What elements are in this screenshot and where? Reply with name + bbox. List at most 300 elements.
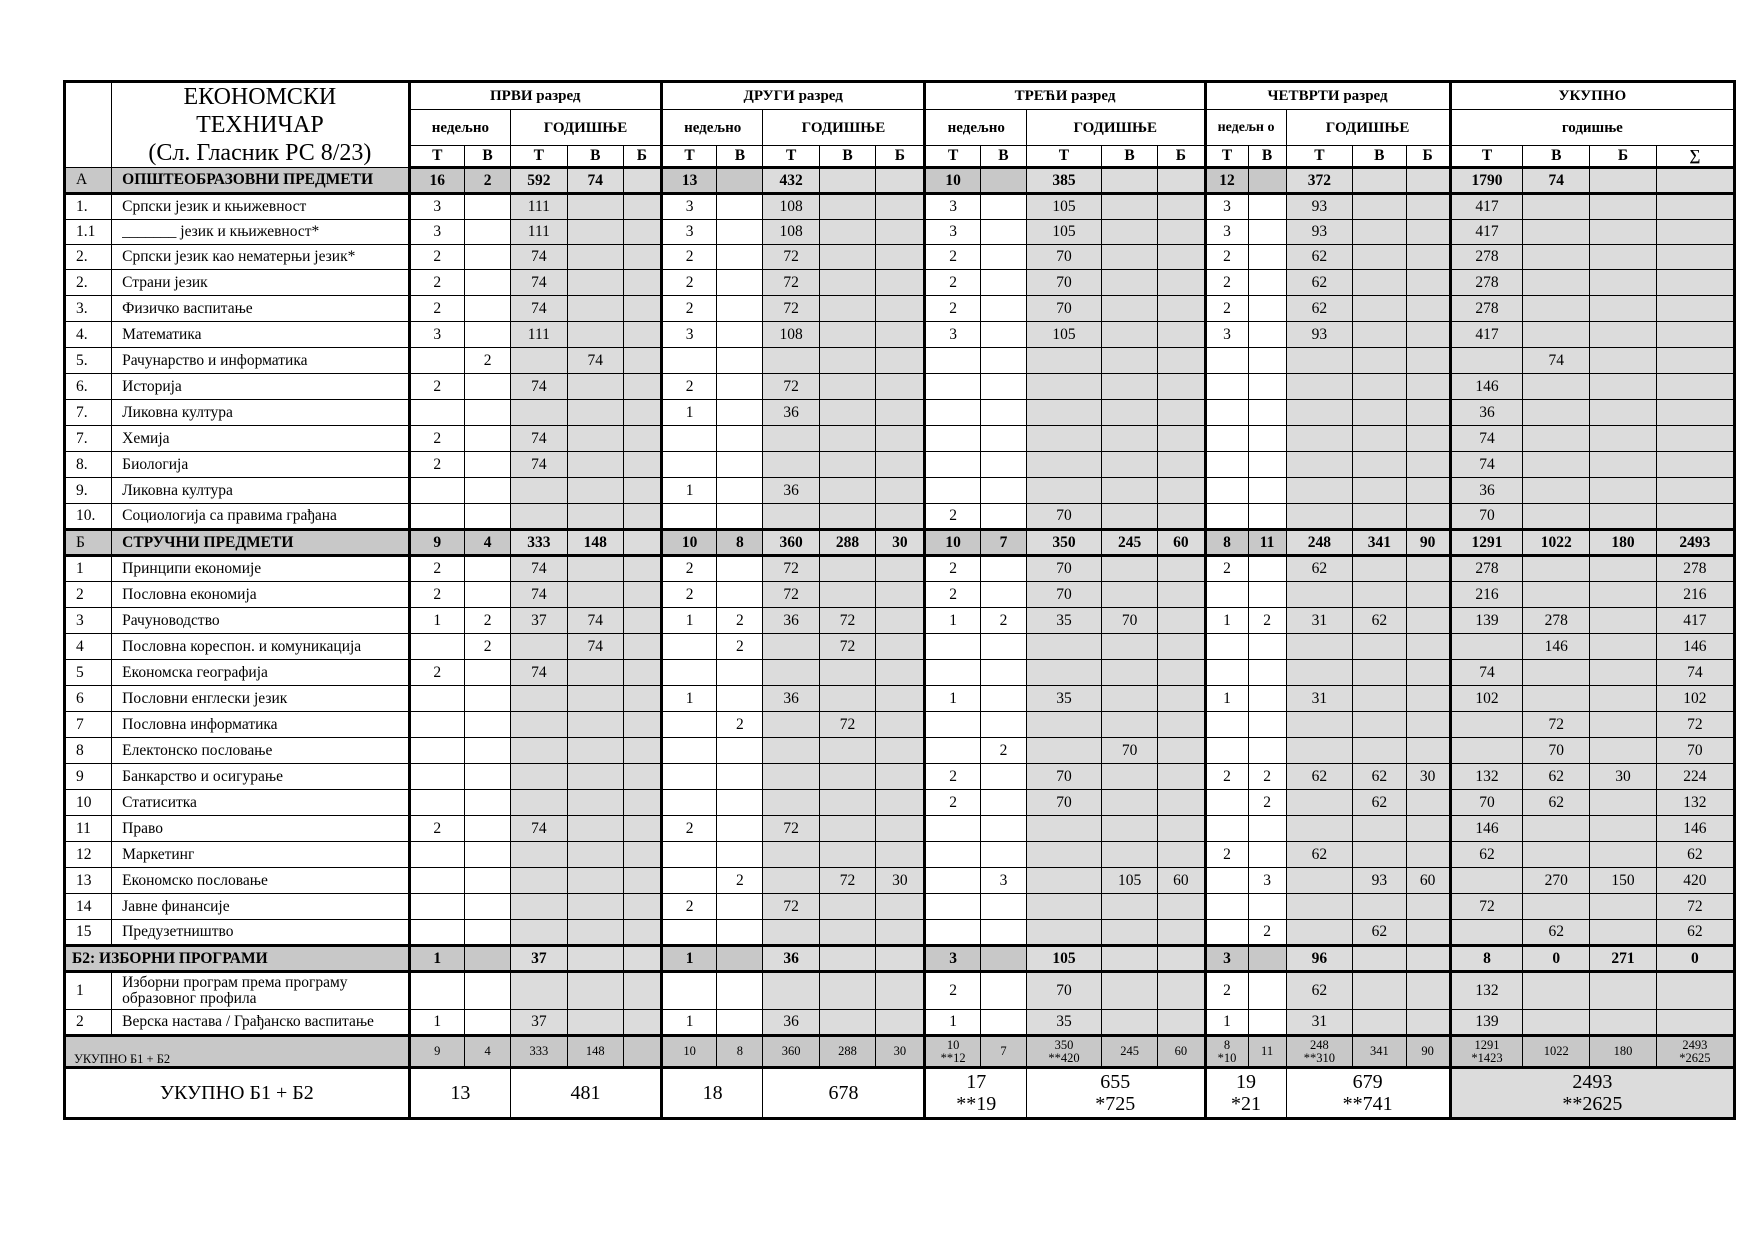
- cell: [819, 738, 875, 764]
- cell: [1158, 634, 1205, 660]
- subject-row: [65, 738, 1735, 764]
- final-g2-annual-line: 678: [828, 1082, 859, 1104]
- cell: [567, 245, 623, 270]
- subject-row: [65, 194, 1735, 220]
- cell: [819, 400, 875, 426]
- subject-name: Ликовна култура: [112, 400, 409, 426]
- cell: 74: [1656, 660, 1734, 686]
- cell: [819, 374, 875, 400]
- cell: [980, 374, 1026, 400]
- cell: [1590, 738, 1657, 764]
- cell: [819, 920, 875, 946]
- cell: [925, 738, 980, 764]
- cell: [1523, 400, 1590, 426]
- cell: 150: [1590, 868, 1657, 894]
- cell: [1406, 400, 1450, 426]
- cell: 420: [1656, 868, 1734, 894]
- cell: 278: [1450, 556, 1523, 582]
- cell: 0: [1523, 946, 1590, 972]
- cell: [623, 426, 661, 452]
- cell: 3: [925, 220, 980, 245]
- cell: [623, 194, 661, 220]
- cell: [1406, 168, 1450, 194]
- cell: [661, 634, 716, 660]
- subject-name: Физичко васпитање: [112, 296, 409, 322]
- cell: [1158, 426, 1205, 452]
- cell: [1286, 790, 1353, 816]
- cell: 278: [1450, 296, 1523, 322]
- total-small-value: 350: [1054, 1037, 1074, 1052]
- subject-row: [65, 920, 1735, 946]
- cell: [567, 816, 623, 842]
- cell: [1353, 556, 1406, 582]
- cell: [1248, 168, 1286, 194]
- cell: 72: [763, 556, 819, 582]
- cell: [1590, 790, 1657, 816]
- cell: 2: [409, 582, 464, 608]
- cell: [464, 426, 510, 452]
- cell: [623, 738, 661, 764]
- cell: [980, 946, 1026, 972]
- cell: [980, 972, 1026, 1010]
- cell: [717, 296, 763, 322]
- cell: [1286, 920, 1353, 946]
- col-type-v: В: [1353, 146, 1406, 168]
- cell: [876, 946, 925, 972]
- cell: 72: [1656, 712, 1734, 738]
- total-small-extra: **420: [1048, 1050, 1080, 1065]
- cell: 2: [925, 764, 980, 790]
- total-small-value: 10: [946, 1037, 960, 1052]
- cell: 417: [1450, 194, 1523, 220]
- cell: [1205, 816, 1248, 842]
- section-row-b2: [65, 946, 1735, 972]
- cell: [980, 194, 1026, 220]
- cell: [819, 270, 875, 296]
- cell: [567, 660, 623, 686]
- col-type-b: Б: [1590, 146, 1657, 168]
- cell: [819, 660, 875, 686]
- cell: [1101, 582, 1157, 608]
- cell: [1406, 920, 1450, 946]
- cell: [1158, 764, 1205, 790]
- cell: 62: [1353, 920, 1406, 946]
- cell: 4: [464, 530, 510, 556]
- cell: 30: [1406, 764, 1450, 790]
- cell: 72: [763, 894, 819, 920]
- cell: [980, 634, 1026, 660]
- cell: [819, 220, 875, 245]
- cell: [1590, 894, 1657, 920]
- cell: 248: [1286, 530, 1353, 556]
- cell: [623, 556, 661, 582]
- total-small-cell: [409, 1036, 464, 1068]
- cell: [1286, 348, 1353, 374]
- cell: [819, 1010, 875, 1036]
- subject-name: Страни језик: [112, 270, 409, 296]
- cell: 62: [1286, 764, 1353, 790]
- col-type-v: В: [717, 146, 763, 168]
- cell: [1101, 400, 1157, 426]
- cell: [1248, 556, 1286, 582]
- cell: 2: [409, 452, 464, 478]
- cell: 37: [511, 1010, 567, 1036]
- subject-number: 2.: [65, 270, 112, 296]
- cell: [1406, 194, 1450, 220]
- cell: 62: [1353, 790, 1406, 816]
- cell: [567, 790, 623, 816]
- cell: [717, 270, 763, 296]
- cell: [661, 920, 716, 946]
- cell: 146: [1450, 816, 1523, 842]
- cell: [1248, 686, 1286, 712]
- cell: 1: [661, 1010, 716, 1036]
- cell: [567, 322, 623, 348]
- cell: 385: [1027, 168, 1102, 194]
- cell: [464, 220, 510, 245]
- cell: [1027, 452, 1102, 478]
- cell: [1158, 348, 1205, 374]
- cell: 3: [1248, 868, 1286, 894]
- cell: [623, 322, 661, 348]
- cell: [409, 712, 464, 738]
- total-small-cell: [1406, 1036, 1450, 1068]
- cell: [980, 660, 1026, 686]
- total-small-cell: [1523, 1036, 1590, 1068]
- cell: 360: [763, 530, 819, 556]
- cell: 1: [409, 1010, 464, 1036]
- cell: 36: [763, 478, 819, 504]
- cell: [717, 972, 763, 1010]
- cell: [1248, 194, 1286, 220]
- cell: [717, 946, 763, 972]
- cell: 2: [717, 712, 763, 738]
- cell: [1656, 426, 1734, 452]
- cell: [567, 194, 623, 220]
- cell: [1205, 504, 1248, 530]
- cell: 36: [763, 946, 819, 972]
- subject-number: 1: [65, 556, 112, 582]
- cell: 74: [567, 348, 623, 374]
- cell: [876, 738, 925, 764]
- total-small-cell: [1101, 1036, 1157, 1068]
- cell: [1101, 322, 1157, 348]
- final-g4-annual: [1286, 1068, 1450, 1119]
- cell: 62: [1353, 764, 1406, 790]
- cell: 2: [925, 504, 980, 530]
- subject-number: 11: [65, 816, 112, 842]
- total-small-cell: [1286, 1036, 1353, 1068]
- cell: 2: [661, 894, 716, 920]
- cell: [876, 842, 925, 868]
- final-g1-weekly: [409, 1068, 511, 1119]
- cell: [1248, 738, 1286, 764]
- cell: [409, 842, 464, 868]
- cell: [623, 1010, 661, 1036]
- cell: 592: [511, 168, 567, 194]
- subject-name: Историја: [112, 374, 409, 400]
- total-small-cell: [980, 1036, 1026, 1068]
- cell: [1590, 374, 1657, 400]
- cell: 2: [1248, 920, 1286, 946]
- subject-number: 2.: [65, 245, 112, 270]
- cell: [1248, 245, 1286, 270]
- cell: [763, 790, 819, 816]
- cell: [819, 296, 875, 322]
- cell: [623, 374, 661, 400]
- cell: [876, 296, 925, 322]
- cell: [1205, 374, 1248, 400]
- cell: [1353, 634, 1406, 660]
- cell: 2: [409, 270, 464, 296]
- cell: [1353, 946, 1406, 972]
- cell: [925, 894, 980, 920]
- cell: [925, 868, 980, 894]
- cell: [1286, 738, 1353, 764]
- cell: [1101, 504, 1157, 530]
- cell: 2: [409, 296, 464, 322]
- cell: [1158, 168, 1205, 194]
- cell: [1248, 426, 1286, 452]
- cell: 37: [511, 608, 567, 634]
- cell: 2: [409, 816, 464, 842]
- cell: [511, 920, 567, 946]
- total-small-value: 288: [838, 1044, 857, 1058]
- cell: 70: [1027, 245, 1102, 270]
- subject-number: 4: [65, 634, 112, 660]
- cell: [1158, 816, 1205, 842]
- cell: [1158, 894, 1205, 920]
- total-small-value: 9: [434, 1044, 441, 1058]
- cell: [819, 504, 875, 530]
- cell: [661, 764, 716, 790]
- subject-name: [112, 972, 409, 1010]
- cell: 2: [464, 168, 510, 194]
- cell: [1158, 478, 1205, 504]
- cell: [464, 764, 510, 790]
- final-total-line: 2493: [1572, 1071, 1613, 1093]
- cell: [876, 504, 925, 530]
- cell: 62: [1523, 764, 1590, 790]
- subject-name: Предузетништво: [112, 920, 409, 946]
- cell: [464, 322, 510, 348]
- cell: [717, 478, 763, 504]
- cell: 3: [925, 322, 980, 348]
- final-g1-annual: [511, 1068, 662, 1119]
- total-small-cell: [1353, 1036, 1406, 1068]
- cell: 90: [1406, 530, 1450, 556]
- cell: 72: [1450, 894, 1523, 920]
- cell: [623, 478, 661, 504]
- cell: [763, 452, 819, 478]
- section-name: ОПШТЕОБРАЗОВНИ ПРЕДМЕТИ: [112, 168, 409, 194]
- cell: [1590, 608, 1657, 634]
- cell: [1656, 400, 1734, 426]
- cell: 105: [1027, 946, 1102, 972]
- total-small-value: 180: [1613, 1044, 1633, 1058]
- total-small-value: 7: [1000, 1044, 1007, 1058]
- cell: 70: [1450, 790, 1523, 816]
- cell: 1: [661, 686, 716, 712]
- col-type-t: Т: [1450, 146, 1523, 168]
- cell: [661, 868, 716, 894]
- cell: 74: [511, 816, 567, 842]
- cell: 70: [1027, 556, 1102, 582]
- cell: 111: [511, 194, 567, 220]
- cell: [1353, 374, 1406, 400]
- total-small-value: 1022: [1543, 1044, 1569, 1058]
- total-small-value: 4: [484, 1044, 491, 1058]
- total-small-value: 148: [585, 1044, 605, 1058]
- cell: [876, 712, 925, 738]
- cell: 1: [925, 1010, 980, 1036]
- cell: 139: [1450, 608, 1523, 634]
- cell: [1027, 660, 1102, 686]
- cell: [717, 738, 763, 764]
- cell: [661, 504, 716, 530]
- subject-number: 10.: [65, 504, 112, 530]
- total-small-cell: [661, 1036, 716, 1068]
- cell: 72: [1656, 894, 1734, 920]
- cell: [1523, 816, 1590, 842]
- g1-annual-header: ГОДИШЊЕ: [511, 110, 662, 146]
- cell: [567, 296, 623, 322]
- g3-weekly-header: недељно: [925, 110, 1027, 146]
- cell: [1158, 920, 1205, 946]
- cell: [1027, 478, 1102, 504]
- cell: 417: [1656, 608, 1734, 634]
- cell: 148: [567, 530, 623, 556]
- final-g4-annual-line: 679: [1352, 1071, 1383, 1093]
- subject-name: Српски језик као нематерњи језик*: [112, 245, 409, 270]
- cell: [1101, 920, 1157, 946]
- cell: 270: [1523, 868, 1590, 894]
- cell: 2: [717, 608, 763, 634]
- cell: 13: [661, 168, 716, 194]
- total-small-cell: [717, 1036, 763, 1068]
- subject-number: 14: [65, 894, 112, 920]
- cell: [1353, 816, 1406, 842]
- cell: [409, 738, 464, 764]
- col-type-t: Т: [1286, 146, 1353, 168]
- cell: [876, 322, 925, 348]
- cell: [1101, 842, 1157, 868]
- cell: [1248, 946, 1286, 972]
- cell: 74: [567, 168, 623, 194]
- cell: [819, 322, 875, 348]
- cell: [464, 504, 510, 530]
- cell: [1353, 194, 1406, 220]
- cell: [623, 816, 661, 842]
- cell: 132: [1450, 764, 1523, 790]
- subject-number: 7.: [65, 426, 112, 452]
- cell: [876, 1010, 925, 1036]
- cell: [876, 478, 925, 504]
- subject-row: [65, 1010, 1735, 1036]
- cell: [1286, 868, 1353, 894]
- cell: [567, 452, 623, 478]
- cell: 16: [409, 168, 464, 194]
- cell: [567, 426, 623, 452]
- cell: 2: [1248, 790, 1286, 816]
- cell: 278: [1450, 270, 1523, 296]
- cell: 60: [1158, 868, 1205, 894]
- cell: 111: [511, 220, 567, 245]
- cell: [819, 946, 875, 972]
- cell: 36: [1450, 478, 1523, 504]
- cell: [1406, 582, 1450, 608]
- cell: [1101, 374, 1157, 400]
- cell: [1406, 894, 1450, 920]
- cell: [464, 556, 510, 582]
- cell: [1248, 348, 1286, 374]
- cell: [819, 816, 875, 842]
- cell: [876, 452, 925, 478]
- cell: [1406, 608, 1450, 634]
- cell: [1523, 556, 1590, 582]
- total-small-cell: [1590, 1036, 1657, 1068]
- cell: [1656, 504, 1734, 530]
- cell: [661, 452, 716, 478]
- cell: 62: [1286, 296, 1353, 322]
- col-type-b: Б: [1158, 146, 1205, 168]
- cell: [1248, 582, 1286, 608]
- cell: [1353, 426, 1406, 452]
- cell: [464, 738, 510, 764]
- cell: [876, 270, 925, 296]
- cell: [763, 972, 819, 1010]
- subject-row: [65, 296, 1735, 322]
- col-type-t: Т: [763, 146, 819, 168]
- total-small-extra: **310: [1303, 1050, 1335, 1065]
- subject-row: [65, 868, 1735, 894]
- cell: [1158, 582, 1205, 608]
- cell: [819, 582, 875, 608]
- cell: 3: [1205, 194, 1248, 220]
- cell: [1158, 220, 1205, 245]
- cell: [1656, 972, 1734, 1010]
- cell: [623, 608, 661, 634]
- cell: [1027, 400, 1102, 426]
- cell: [623, 946, 661, 972]
- cell: 93: [1286, 220, 1353, 245]
- cell: [1248, 322, 1286, 348]
- cell: [1353, 842, 1406, 868]
- cell: 74: [1523, 348, 1590, 374]
- cell: [1101, 245, 1157, 270]
- cell: [1353, 712, 1406, 738]
- cell: [925, 426, 980, 452]
- cell: [717, 556, 763, 582]
- cell: 62: [1523, 790, 1590, 816]
- cell: [763, 426, 819, 452]
- cell: [980, 712, 1026, 738]
- subject-number: 8: [65, 738, 112, 764]
- cell: [1590, 452, 1657, 478]
- cell: 93: [1286, 322, 1353, 348]
- subject-number: 2: [65, 582, 112, 608]
- cell: [511, 478, 567, 504]
- cell: 2: [464, 608, 510, 634]
- cell: [623, 660, 661, 686]
- subject-row: [65, 634, 1735, 660]
- cell: [464, 660, 510, 686]
- cell: [1158, 686, 1205, 712]
- cell: [567, 842, 623, 868]
- cell: 62: [1286, 556, 1353, 582]
- cell: 62: [1353, 608, 1406, 634]
- cell: 278: [1523, 608, 1590, 634]
